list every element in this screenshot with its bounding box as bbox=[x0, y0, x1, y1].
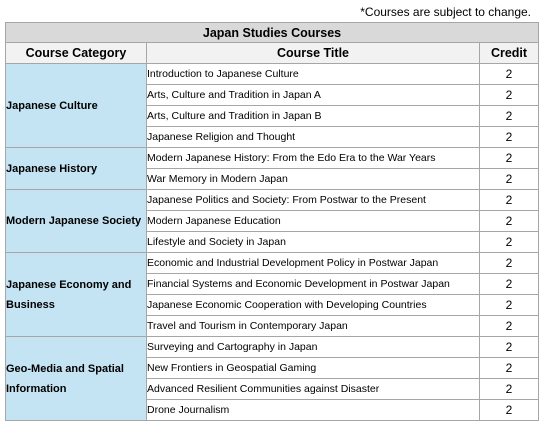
course-category-cell: Japanese History bbox=[6, 148, 147, 190]
course-credit-cell: 2 bbox=[480, 358, 539, 379]
course-credit-cell: 2 bbox=[480, 253, 539, 274]
course-credit-cell: 2 bbox=[480, 106, 539, 127]
course-title-cell: Japanese Economic Cooperation with Developing Countries bbox=[147, 295, 480, 316]
course-title-cell: Financial Systems and Economic Development in Postwar Japan bbox=[147, 274, 480, 295]
course-title-cell: Introduction to Japanese Culture bbox=[147, 64, 480, 85]
course-title-cell: Modern Japanese History: From the Edo Era to the War Years bbox=[147, 148, 480, 169]
course-credit-cell: 2 bbox=[480, 337, 539, 358]
course-title-cell: New Frontiers in Geospatial Gaming bbox=[147, 358, 480, 379]
course-credit-cell: 2 bbox=[480, 64, 539, 85]
course-credit-cell: 2 bbox=[480, 274, 539, 295]
table-row bbox=[6, 190, 539, 211]
column-header-credit: Credit bbox=[480, 43, 539, 64]
course-category-cell: Japanese Culture bbox=[6, 64, 147, 148]
course-category-cell: Geo-Media and Spatial Information bbox=[6, 337, 147, 421]
table-title-row bbox=[6, 23, 539, 43]
course-category-cell: Japanese Economy and Business bbox=[6, 253, 147, 337]
course-title-cell: Economic and Industrial Development Policy in Postwar Japan bbox=[147, 253, 480, 274]
course-title-cell: Drone Journalism bbox=[147, 400, 480, 421]
course-title-cell: Lifestyle and Society in Japan bbox=[147, 232, 480, 253]
course-credit-cell: 2 bbox=[480, 127, 539, 148]
course-credit-cell: 2 bbox=[480, 85, 539, 106]
course-credit-cell: 2 bbox=[480, 190, 539, 211]
course-credit-cell: 2 bbox=[480, 232, 539, 253]
course-title-cell: Travel and Tourism in Contemporary Japan bbox=[147, 316, 480, 337]
table-title: Japan Studies Courses bbox=[6, 23, 539, 43]
course-credit-cell: 2 bbox=[480, 379, 539, 400]
column-header-category: Course Category bbox=[6, 43, 147, 64]
courses-table bbox=[5, 22, 539, 421]
course-credit-cell: 2 bbox=[480, 211, 539, 232]
course-title-cell: Arts, Culture and Tradition in Japan B bbox=[147, 106, 480, 127]
disclaimer-note: *Courses are subject to change. bbox=[360, 5, 531, 19]
table-row bbox=[6, 337, 539, 358]
course-credit-cell: 2 bbox=[480, 169, 539, 190]
column-header-row bbox=[6, 43, 539, 64]
course-credit-cell: 2 bbox=[480, 316, 539, 337]
table-row bbox=[6, 148, 539, 169]
course-title-cell: Arts, Culture and Tradition in Japan A bbox=[147, 85, 480, 106]
table-row bbox=[6, 253, 539, 274]
course-title-cell: Surveying and Cartography in Japan bbox=[147, 337, 480, 358]
course-title-cell: War Memory in Modern Japan bbox=[147, 169, 480, 190]
course-title-cell: Japanese Politics and Society: From Postwar to the Present bbox=[147, 190, 480, 211]
course-category-cell: Modern Japanese Society bbox=[6, 190, 147, 253]
course-credit-cell: 2 bbox=[480, 148, 539, 169]
column-header-course-title: Course Title bbox=[147, 43, 480, 64]
course-credit-cell: 2 bbox=[480, 400, 539, 421]
table-body bbox=[6, 64, 539, 421]
course-credit-cell: 2 bbox=[480, 295, 539, 316]
course-title-cell: Modern Japanese Education bbox=[147, 211, 480, 232]
course-title-cell: Advanced Resilient Communities against Disaster bbox=[147, 379, 480, 400]
course-title-cell: Japanese Religion and Thought bbox=[147, 127, 480, 148]
table-row bbox=[6, 64, 539, 85]
